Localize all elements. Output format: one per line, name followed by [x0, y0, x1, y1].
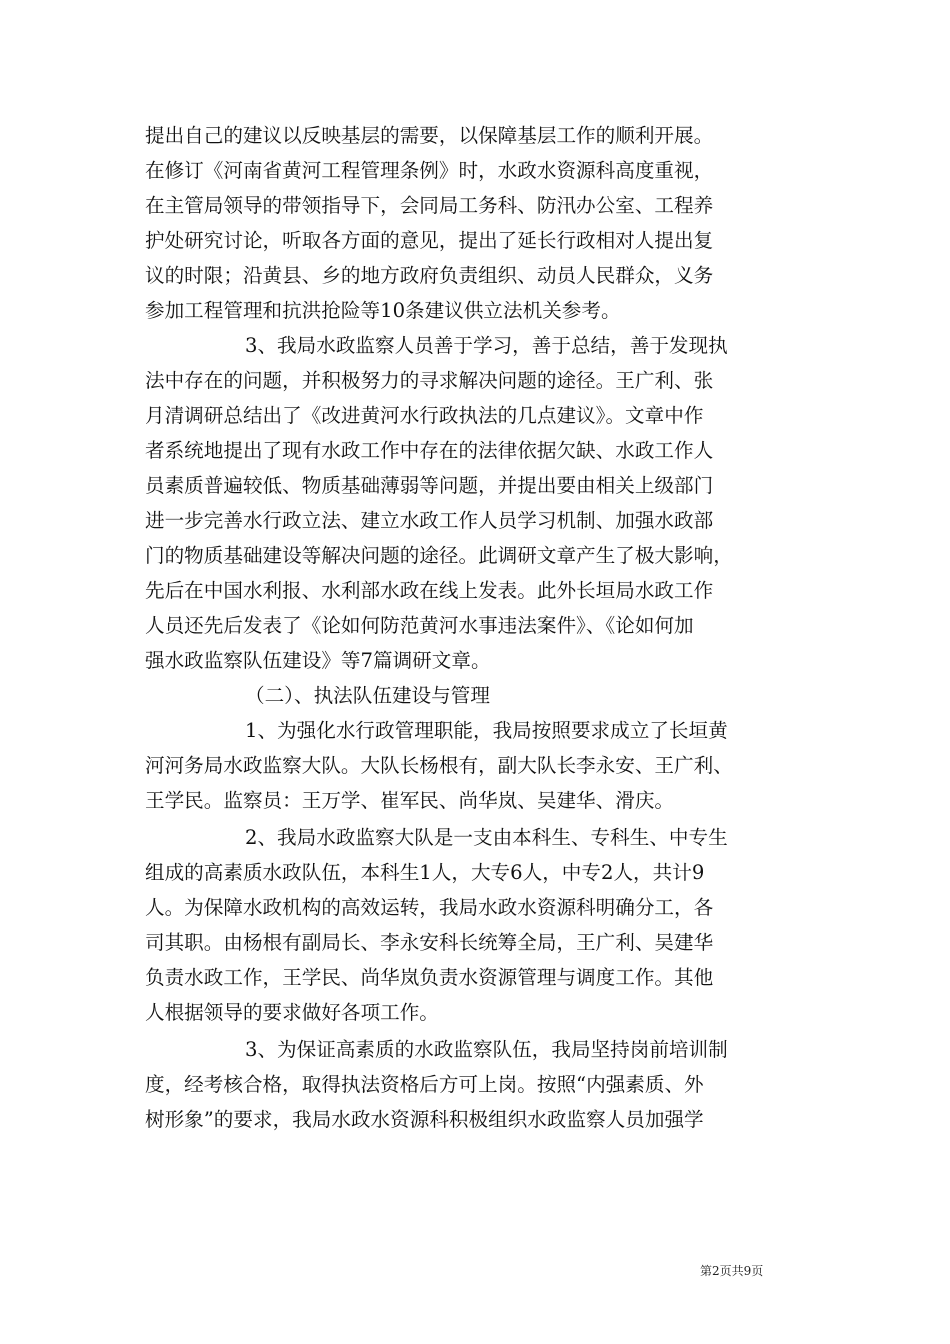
paragraph-start: 3、为保证高素质的水政监察队伍，我局坚持岗前培训制 [245, 1038, 728, 1061]
text-line: 先后在中国水利报、水利部水政在线上发表。此外长垣局水政工作 [145, 579, 714, 602]
text-line: 参加工程管理和抗洪抢险等10条建议供立法机关参考。 [145, 299, 621, 322]
text-line: 在主管局领导的带领指导下，会同局工务科、防汛办公室、工程养 [145, 194, 714, 217]
text-line: 度，经考核合格，取得执法资格后方可上岗。按照“内强素质、外 [145, 1073, 704, 1096]
paragraph-start: 3、我局水政监察人员善于学习，善于总结，善于发现执 [245, 334, 728, 357]
section-heading: （二）、执法队伍建设与管理 [245, 684, 490, 707]
text-line: 员素质普遍较低、物质基础薄弱等问题，并提出要由相关上级部门 [145, 474, 714, 497]
document-body [145, 118, 810, 1137]
text-line: 者系统地提出了现有水政工作中存在的法律依据欠缺、水政工作人 [145, 439, 714, 462]
text-line: 议的时限；沿黄县、乡的地方政府负责组织、动员人民群众，义务 [145, 264, 714, 287]
text-line: 人员还先后发表了《论如何防范黄河水事违法案件》、《论如何加 [145, 614, 694, 637]
paragraph-start: 2、我局水政监察大队是一支由本科生、专科生、中专生 [245, 826, 728, 849]
text-line: 王学民。监察员：王万学、崔军民、尚华岚、吴建华、滑庆。 [145, 789, 675, 812]
text-line: 强水政监察队伍建设》等7篇调研文章。 [145, 649, 491, 672]
text-line: 月清调研总结出了《改进黄河水行政执法的几点建议》。文章中作 [145, 404, 704, 427]
text-line: 负责水政工作，王学民、尚华岚负责水资源管理与调度工作。其他 [145, 966, 714, 989]
text-line: 门的物质基础建设等解决问题的途径。此调研文章产生了极大影响， [145, 544, 733, 567]
paragraph-start: 1、为强化水行政管理职能，我局按照要求成立了长垣黄 [245, 719, 728, 742]
text-line: 树形象”的要求，我局水政水资源科积极组织水政监察人员加强学 [145, 1108, 704, 1131]
text-line: 法中存在的问题，并积极努力的寻求解决问题的途径。王广利、张 [145, 369, 714, 392]
text-line: 进一步完善水行政立法、建立水政工作人员学习机制、加强水政部 [145, 509, 714, 532]
text-line: 人。为保障水政机构的高效运转，我局水政水资源科明确分工，各 [145, 896, 714, 919]
text-line: 河河务局水政监察大队。大队长杨根有，副大队长李永安、王广利、 [145, 754, 733, 777]
text-line: 护处研究讨论，听取各方面的意见，提出了延长行政相对人提出复 [145, 229, 714, 252]
text-line: 人根据领导的要求做好各项工作。 [145, 1001, 439, 1024]
text-line: 组成的高素质水政队伍，本科生1人，大专6人，中专2人，共计9 [145, 861, 705, 884]
text-line: 在修订《河南省黄河工程管理条例》时，水政水资源科高度重视， [145, 159, 714, 182]
page-number-footer: 第2页共9页 [700, 1264, 764, 1278]
text-line: 提出自己的建议以反映基层的需要，以保障基层工作的顺利开展。 [145, 124, 714, 147]
text-line: 司其职。由杨根有副局长、李永安科长统筹全局，王广利、吴建华 [145, 931, 714, 954]
